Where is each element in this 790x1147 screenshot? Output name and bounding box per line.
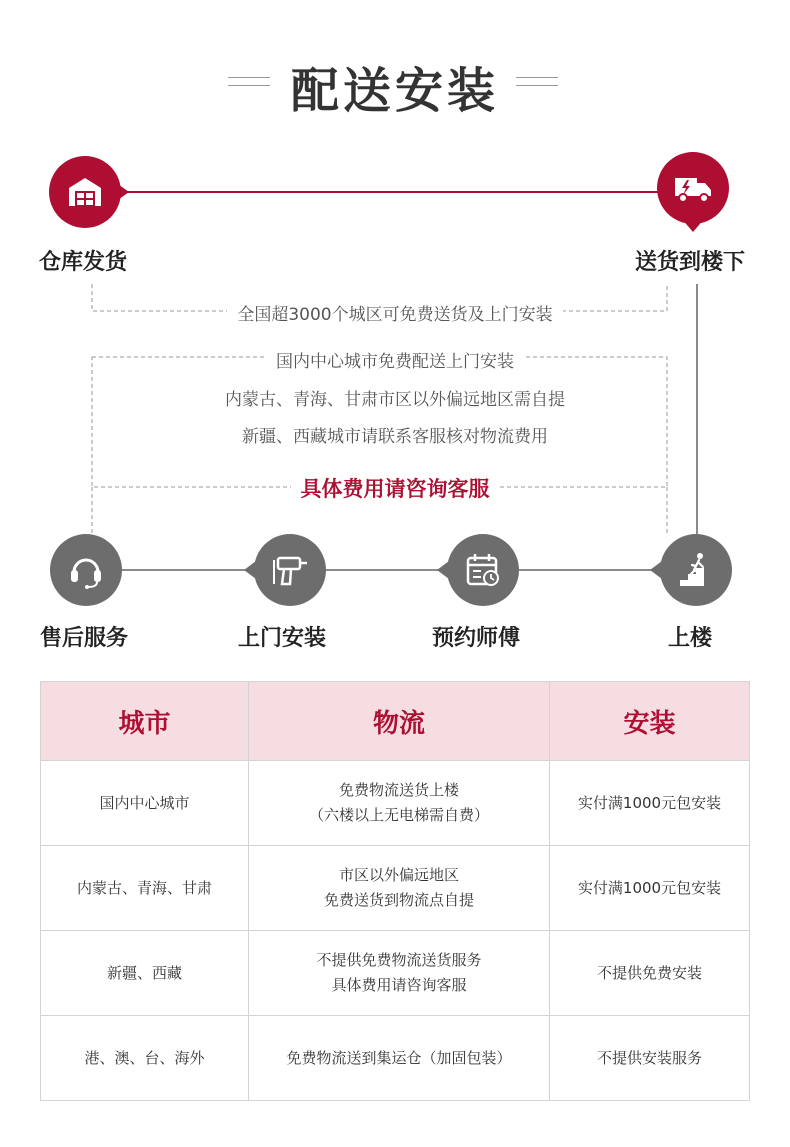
- cell-city: 新疆、西藏: [41, 931, 249, 1016]
- delivery-truck-icon: [673, 168, 713, 208]
- note-xinjiang-tibet: [0, 422, 790, 447]
- warehouse-label: 仓库发货: [39, 250, 128, 275]
- cell-logistics-line: （六楼以上无电梯需自费）: [308, 806, 489, 824]
- delivery-label: 送货到楼下: [635, 250, 746, 275]
- warehouse-icon: [65, 172, 105, 212]
- note-xinjiang-tibet-text: 新疆、西藏城市请联系客服核对物流费用: [232, 427, 558, 447]
- table-header-row: [41, 682, 750, 761]
- upstairs-node: [660, 534, 732, 606]
- installation-node: [254, 534, 326, 606]
- table-row: [41, 761, 750, 846]
- stairs-icon: [676, 550, 716, 590]
- node-tail: [437, 561, 449, 579]
- cell-logistics-line: 免费送货到物流点自提: [323, 891, 474, 909]
- node-tail: [650, 561, 662, 579]
- delivery-node: [657, 152, 729, 224]
- note-consult-service-text: 具体费用请咨询客服: [291, 477, 500, 501]
- table-row: [41, 846, 750, 931]
- pin-tail: [681, 218, 705, 234]
- appointment-label: 预约师傅: [432, 626, 521, 651]
- cell-installation: 不提供安装服务: [550, 1016, 750, 1101]
- cell-city: 国内中心城市: [41, 761, 249, 846]
- drill-icon: [270, 550, 310, 590]
- note-consult-service: [0, 473, 790, 503]
- note-central-cities-text: 国内中心城市免费配送上门安装: [266, 352, 524, 372]
- headset-icon: [66, 550, 106, 590]
- cell-installation: 不提供免费安装: [550, 931, 750, 1016]
- cell-logistics-line: 免费物流送货上楼: [338, 781, 459, 799]
- pin-tail: [115, 182, 131, 202]
- appointment-node: [447, 534, 519, 606]
- after-sales-node: [50, 534, 122, 606]
- header-logistics: 物流: [249, 682, 550, 761]
- table-row: [41, 931, 750, 1016]
- warehouse-node: [49, 156, 121, 228]
- cell-installation: 实付满1000元包安装: [550, 761, 750, 846]
- cell-logistics-line: 市区以外偏远地区: [338, 866, 459, 884]
- coverage-note: [0, 300, 790, 325]
- header-installation: 安装: [550, 682, 750, 761]
- after-sales-label: 售后服务: [40, 626, 129, 651]
- cell-logistics: [249, 761, 550, 846]
- upstairs-label: 上楼: [668, 626, 713, 651]
- cell-installation: 实付满1000元包安装: [550, 846, 750, 931]
- calendar-clock-icon: [463, 550, 503, 590]
- cell-logistics: [249, 1016, 550, 1101]
- delivery-table: [40, 681, 750, 1101]
- cell-logistics: [249, 931, 550, 1016]
- cell-city: 内蒙古、青海、甘肃: [41, 846, 249, 931]
- installation-label: 上门安装: [238, 626, 327, 651]
- cell-logistics-line: 具体费用请咨询客服: [331, 976, 467, 994]
- note-remote-areas: [0, 385, 790, 410]
- cell-logistics-line: 不提供免费物流送货服务: [316, 951, 482, 969]
- note-central-cities: [0, 347, 790, 372]
- page-title: 配送安装: [290, 63, 499, 119]
- coverage-note-text: 全国超3000个城区可免费送货及上门安装: [227, 305, 562, 325]
- cell-logistics: [249, 846, 550, 931]
- note-remote-areas-text: 内蒙古、青海、甘肃市区以外偏远地区需自提: [215, 390, 575, 410]
- cell-logistics-line: 免费物流送到集运仓（加固包装）: [286, 1048, 512, 1067]
- node-tail: [244, 561, 256, 579]
- table-row: [41, 1016, 750, 1101]
- header-city: 城市: [41, 682, 249, 761]
- cell-city: 港、澳、台、海外: [41, 1016, 249, 1101]
